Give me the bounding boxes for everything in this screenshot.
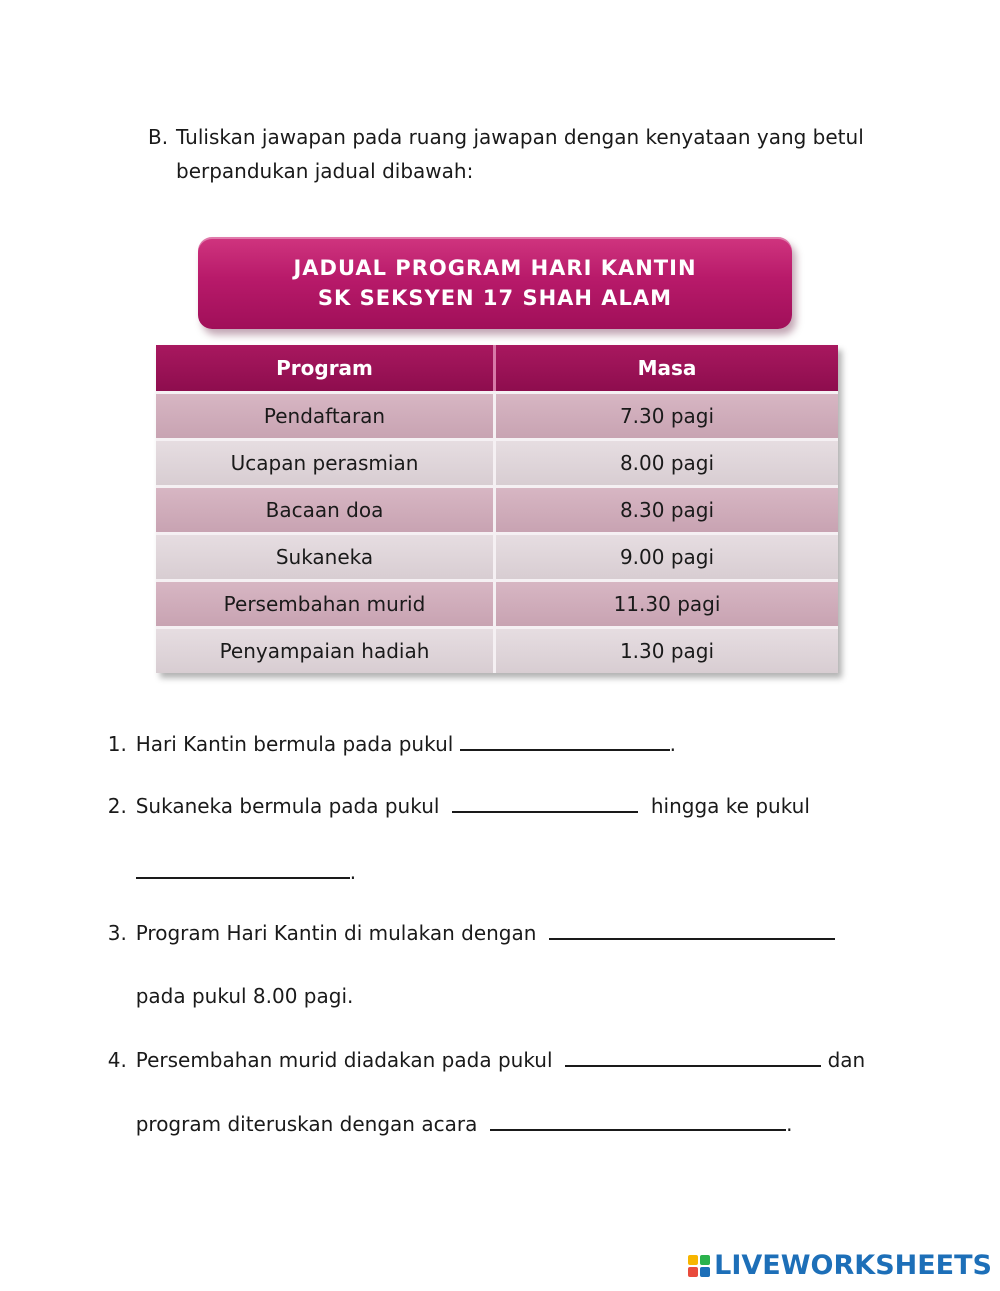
time-cell: 9.00 pagi (496, 532, 838, 579)
liveworksheets-brand (688, 1250, 992, 1281)
table-title-line1: JADUAL PROGRAM HARI KANTIN (293, 256, 697, 280)
answer-3-blank[interactable] (549, 916, 835, 940)
question-3-text: Program Hari Kantin di mulakan dengan (135, 921, 537, 945)
time-cell: 11.30 pagi (496, 579, 838, 626)
time-cell: 8.00 pagi (496, 438, 838, 485)
program-cell: Sukaneka (156, 532, 496, 579)
question-2-text: Sukaneka bermula pada pukul (135, 794, 440, 818)
question-4-line2 (123, 1077, 792, 1139)
instruction-letter: B. (148, 125, 169, 149)
question-1-text: Hari Kantin bermula pada pukul (135, 732, 454, 756)
question-2-line2 (123, 825, 356, 887)
time-cell: 7.30 pagi (496, 391, 838, 438)
answer-4a-blank[interactable] (565, 1043, 821, 1067)
time-cell: 1.30 pagi (496, 626, 838, 673)
header-masa: Masa (496, 345, 838, 391)
program-cell: Ucapan perasmian (156, 438, 496, 485)
answer-4b-blank[interactable] (490, 1107, 786, 1131)
brand-name: LIVEWORKSHEETS (714, 1250, 992, 1281)
question-2 (95, 759, 810, 821)
question-4-end: . (786, 1112, 793, 1136)
liveworksheets-logo-icon (688, 1255, 710, 1277)
question-1 (95, 697, 676, 759)
program-cell: Persembahan murid (156, 579, 496, 626)
question-3 (95, 886, 835, 948)
question-4-line2-text: program diteruskan dengan acara (135, 1112, 478, 1136)
instruction-text: Tuliskan jawapan pada ruang jawapan dengan kenyataan yang betul berpandukan jadual dibawah: (176, 125, 864, 183)
time-cell: 8.30 pagi (496, 485, 838, 532)
question-2-mid: hingga ke pukul (650, 794, 810, 818)
table-title-banner (198, 237, 792, 329)
question-2-number: 2. (107, 794, 127, 818)
instruction (148, 120, 908, 188)
table-row (156, 485, 838, 532)
question-4 (95, 1013, 865, 1075)
program-cell: Pendaftaran (156, 391, 496, 438)
table-row (156, 626, 838, 673)
question-3-line2 (123, 951, 353, 1011)
question-1-end: . (669, 732, 677, 756)
question-4-text: Persembahan murid diadakan pada pukul (135, 1048, 553, 1072)
program-cell: Penyampaian hadiah (156, 626, 496, 673)
table-row (156, 579, 838, 626)
question-4-number: 4. (107, 1048, 127, 1072)
question-3-line2-text: pada pukul 8.00 pagi. (135, 984, 354, 1008)
table-row (156, 438, 838, 485)
question-4-mid: dan (827, 1048, 866, 1072)
schedule-table (156, 345, 838, 673)
table-title-line2: SK SEKSYEN 17 SHAH ALAM (317, 286, 673, 310)
table-row (156, 532, 838, 579)
answer-2b-blank[interactable] (136, 855, 350, 879)
question-1-number: 1. (107, 732, 127, 756)
answer-1-blank[interactable] (460, 727, 670, 751)
table-row (156, 391, 838, 438)
program-cell: Bacaan doa (156, 485, 496, 532)
header-program: Program (156, 345, 496, 391)
table-header-row (156, 345, 838, 391)
answer-2a-blank[interactable] (452, 789, 638, 813)
question-3-number: 3. (107, 921, 127, 945)
question-2-end: . (349, 860, 357, 884)
